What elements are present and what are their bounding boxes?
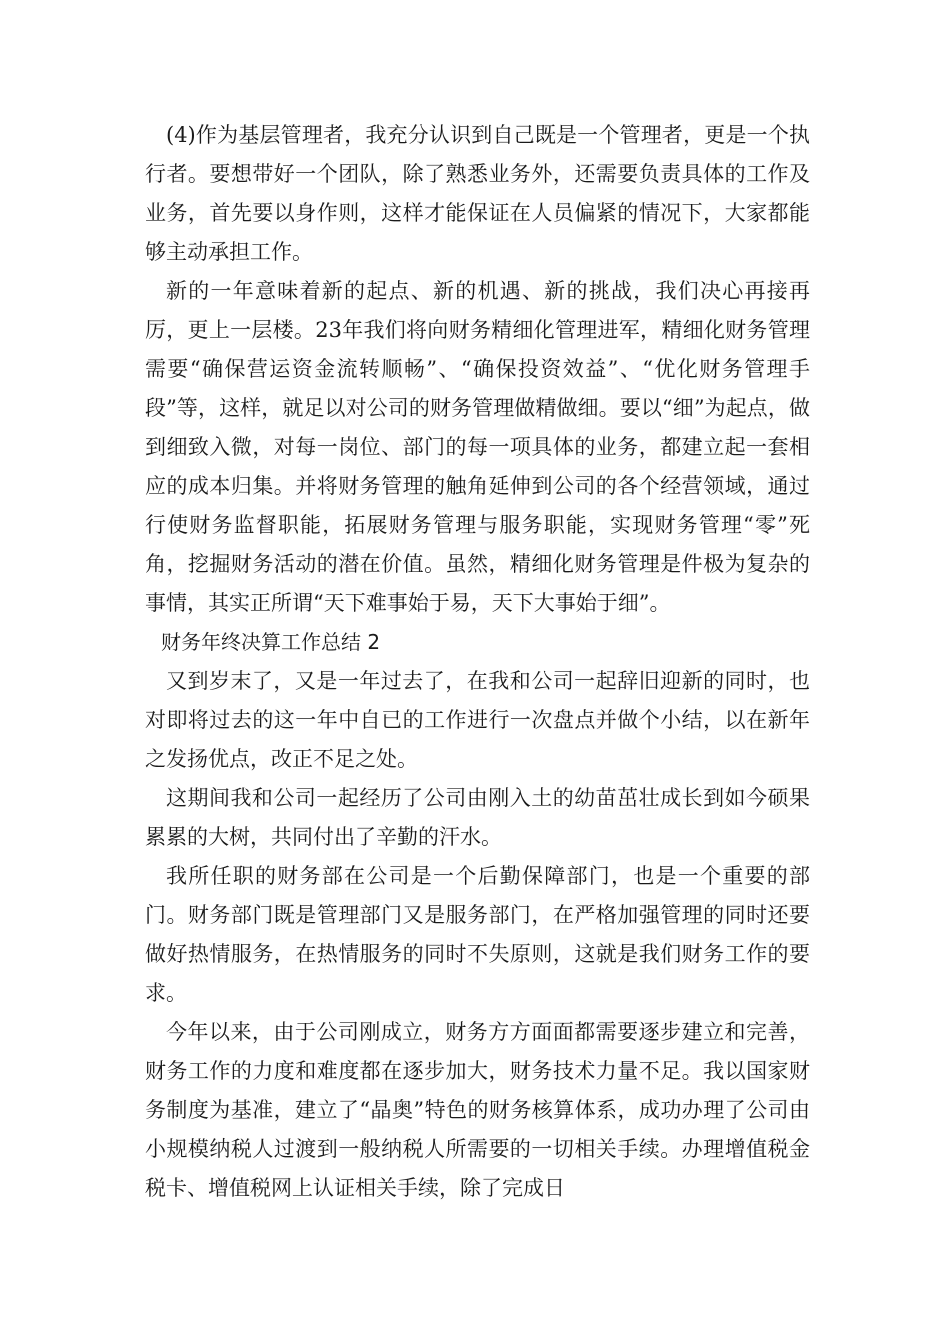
section-heading: 财务年终决算工作总结 2 [161, 630, 381, 654]
document-body [145, 116, 810, 1208]
paragraph-company-growth: 这期间我和公司一起经历了公司由刚入土的幼苗茁壮成长到如今硕果累累的大树，共同付出了辛勤的汗水。 [145, 786, 810, 849]
paragraph-finance-department: 我所任职的财务部在公司是一个后勤保障部门，也是一个重要的部门。财务部门既是管理部门又是服务部门，在严格加强管理的同时还要做好热情服务，在热情服务的同时不失原则，这就是我们财务工作的要求。 [145, 864, 810, 1005]
paragraph-new-year-plan: 新的一年意味着新的起点、新的机遇、新的挑战，我们决心再接再厉，更上一层楼。23年我们将向财务精细化管理进军，精细化财务管理需要“确保营运资金流转顺畅”、“确保投资效益”、“优化财务管理手段”等，这样，就足以对公司的财务管理做精做细。要以“细”为起点，做到细致入微，对每一岗位、部门的每一项具体的业务，都建立起一套相应的成本归集。并将财务管理的触角延伸到公司的各个经营领域，通过行使财务监督职能，拓展财务管理与服务职能，实现财务管理“零”死角，挖掘财务活动的潜在价值。虽然，精细化财务管理是件极为复杂的事情，其实正所谓“天下难事始于易，天下大事始于细”。 [145, 279, 810, 615]
paragraph-role-awareness: (4)作为基层管理者，我充分认识到自己既是一个管理者，更是一个执行者。要想带好一个团队，除了熟悉业务外，还需要负责具体的工作及业务，首先要以身作则，这样才能保证在人员偏紧的情况下，大家都能够主动承担工作。 [145, 123, 810, 264]
paragraph-year-end-intro: 又到岁末了，又是一年过去了，在我和公司一起辞旧迎新的同时，也对即将过去的这一年中自已的工作进行一次盘点并做个小结，以在新年之发扬优点，改正不足之处。 [145, 669, 810, 771]
paragraph-accounting-system: 今年以来，由于公司刚成立，财务方方面面都需要逐步建立和完善，财务工作的力度和难度都在逐步加大，财务技术力量不足。我以国家财务制度为基准，建立了“晶奥”特色的财务核算体系，成功办理了公司由小规模纳税人过渡到一般纳税人所需要的一切相关手续。办理增值税金税卡、增值税网上认证相关手续，除了完成日 [145, 1020, 810, 1200]
